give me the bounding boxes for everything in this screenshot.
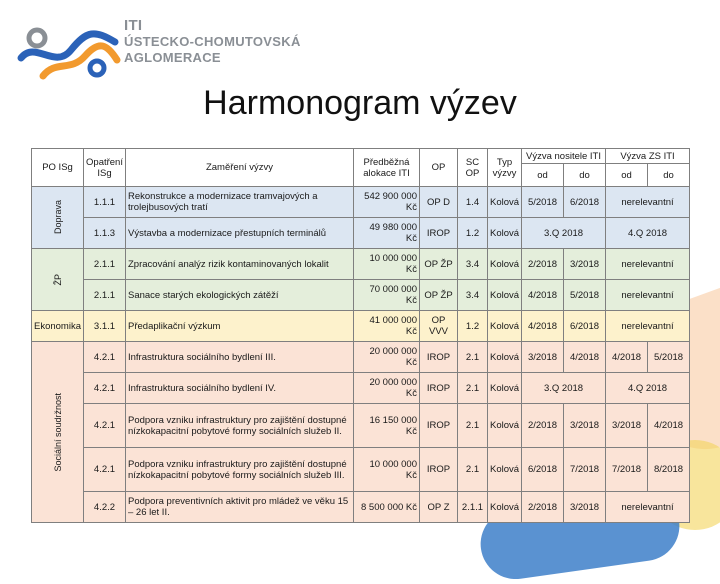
cell-opatreni: 1.1.3: [84, 218, 126, 249]
cell-zs-od: 7/2018: [606, 448, 648, 492]
cell-nositel-od: 2/2018: [522, 492, 564, 523]
cell-zs-od: 4/2018: [606, 342, 648, 373]
cell-alokace: 20 000 000 Kč: [354, 373, 420, 404]
cell-sc: 1.4: [458, 187, 488, 218]
section-zp: ŽP: [32, 249, 84, 311]
cell-typ: Kolová: [488, 187, 522, 218]
cell-typ: Kolová: [488, 218, 522, 249]
table-row: [32, 311, 690, 342]
cell-op: OP VVV: [420, 311, 458, 342]
cell-zamereni: Infrastruktura sociálního bydlení III.: [126, 342, 354, 373]
header-row: [32, 149, 690, 164]
cell-typ: Kolová: [488, 311, 522, 342]
cell-nositel-od: 2/2018: [522, 404, 564, 448]
cell-zamereni: Infrastruktura sociálního bydlení IV.: [126, 373, 354, 404]
cell-nositel-do: 3/2018: [564, 249, 606, 280]
cell-typ: Kolová: [488, 448, 522, 492]
cell-opatreni: 4.2.1: [84, 404, 126, 448]
cell-op: IROP: [420, 448, 458, 492]
header-po-isg: PO ISg: [32, 149, 84, 187]
cell-opatreni: 4.2.1: [84, 373, 126, 404]
table-row: [32, 373, 690, 404]
cell-sc: 1.2: [458, 218, 488, 249]
table-row: [32, 249, 690, 280]
cell-sc: 2.1: [458, 342, 488, 373]
cell-sc: 2.1.1: [458, 492, 488, 523]
cell-sc: 1.2: [458, 311, 488, 342]
cell-nositel-od: 6/2018: [522, 448, 564, 492]
logo-line-agglomeration: AGLOMERACE: [124, 50, 221, 65]
cell-nositel: 3.Q 2018: [522, 218, 606, 249]
header-alokace: Předběžná alokace ITI: [354, 149, 420, 187]
cell-zs: 4.Q 2018: [606, 218, 690, 249]
cell-opatreni: 3.1.1: [84, 311, 126, 342]
cell-opatreni: 2.1.1: [84, 249, 126, 280]
cell-opatreni: 4.2.1: [84, 342, 126, 373]
cell-sc: 2.1: [458, 373, 488, 404]
section-socialni: Sociální soudržnost: [32, 342, 84, 523]
cell-sc: 3.4: [458, 249, 488, 280]
cell-zs: nerelevantní: [606, 492, 690, 523]
cell-zs: nerelevantní: [606, 311, 690, 342]
cell-zs: nerelevantní: [606, 249, 690, 280]
cell-alokace: 10 000 000 Kč: [354, 249, 420, 280]
cell-alokace: 70 000 000 Kč: [354, 280, 420, 311]
cell-nositel-do: 7/2018: [564, 448, 606, 492]
cell-nositel-do: 6/2018: [564, 311, 606, 342]
header-op: OP: [420, 149, 458, 187]
cell-zs: nerelevantní: [606, 280, 690, 311]
cell-opatreni: 1.1.1: [84, 187, 126, 218]
header-opatreni: Opatření ISg: [84, 149, 126, 187]
cell-op: OP D: [420, 187, 458, 218]
cell-nositel-do: 5/2018: [564, 280, 606, 311]
cell-zamereni: Podpora preventivních aktivit pro mládež ve věku 15 – 26 let II.: [126, 492, 354, 523]
cell-typ: Kolová: [488, 280, 522, 311]
section-doprava: Doprava: [32, 187, 84, 249]
header-vyzva-nositele: Výzva nositele ITI: [522, 149, 606, 164]
cell-nositel-od: 2/2018: [522, 249, 564, 280]
cell-nositel-do: 6/2018: [564, 187, 606, 218]
cell-zamereni: Rekonstrukce a modernizace tramvajových a trolejbusových tratí: [126, 187, 354, 218]
header-nositel-od: od: [522, 164, 564, 187]
cell-nositel: 3.Q 2018: [522, 373, 606, 404]
table-row: [32, 280, 690, 311]
header-vyzva-zs: Výzva ZS ITI: [606, 149, 690, 164]
cell-zs: nerelevantní: [606, 187, 690, 218]
cell-zamereni: Podpora vzniku infrastruktury pro zajištění dostupné nízkokapacitní pobytové formy sociálních služeb III.: [126, 448, 354, 492]
header-zs-do: do: [648, 164, 690, 187]
cell-alokace: 10 000 000 Kč: [354, 448, 420, 492]
cell-sc: 2.1: [458, 404, 488, 448]
cell-nositel-od: 3/2018: [522, 342, 564, 373]
cell-sc: 2.1: [458, 448, 488, 492]
cell-zs-od: 3/2018: [606, 404, 648, 448]
cell-zamereni: Předaplikační výzkum: [126, 311, 354, 342]
header-sc: SC OP: [458, 149, 488, 187]
cell-nositel-do: 4/2018: [564, 342, 606, 373]
table-row: [32, 448, 690, 492]
cell-nositel-od: 4/2018: [522, 311, 564, 342]
cell-alokace: 49 980 000 Kč: [354, 218, 420, 249]
cell-op: OP ŽP: [420, 280, 458, 311]
table-row: [32, 187, 690, 218]
cell-alokace: 41 000 000 Kč: [354, 311, 420, 342]
cell-op: IROP: [420, 404, 458, 448]
header-nositel-do: do: [564, 164, 606, 187]
cell-op: OP ŽP: [420, 249, 458, 280]
cell-sc: 3.4: [458, 280, 488, 311]
cell-zamereni: Zpracování analýz rizik kontaminovaných lokalit: [126, 249, 354, 280]
cell-op: IROP: [420, 373, 458, 404]
cell-zamereni: Sanace starých ekologických zátěží: [126, 280, 354, 311]
cell-opatreni: 4.2.2: [84, 492, 126, 523]
cell-nositel-od: 5/2018: [522, 187, 564, 218]
cell-zamereni: Výstavba a modernizace přestupních terminálů: [126, 218, 354, 249]
cell-zamereni: Podpora vzniku infrastruktury pro zajištění dostupné nízkokapacitní pobytové formy sociálních služeb II.: [126, 404, 354, 448]
cell-nositel-od: 4/2018: [522, 280, 564, 311]
calls-schedule-table: [31, 148, 690, 523]
header-typ: Typ výzvy: [488, 149, 522, 187]
cell-nositel-do: 3/2018: [564, 404, 606, 448]
logo-line-region: ÚSTECKO-CHOMUTOVSKÁ: [124, 34, 301, 49]
logo-wordmark: [124, 18, 301, 66]
cell-alokace: 542 900 000 Kč: [354, 187, 420, 218]
cell-zs: 4.Q 2018: [606, 373, 690, 404]
cell-zs-do: 4/2018: [648, 404, 690, 448]
table-row: [32, 342, 690, 373]
cell-zs-do: 5/2018: [648, 342, 690, 373]
cell-opatreni: 4.2.1: [84, 448, 126, 492]
cell-op: IROP: [420, 342, 458, 373]
cell-opatreni: 2.1.1: [84, 280, 126, 311]
page-title: Harmonogram výzev: [203, 84, 517, 122]
cell-op: IROP: [420, 218, 458, 249]
section-ekonomika: Ekonomika: [32, 311, 84, 342]
cell-alokace: 8 500 000 Kč: [354, 492, 420, 523]
header-zs-od: od: [606, 164, 648, 187]
cell-typ: Kolová: [488, 404, 522, 448]
cell-alokace: 16 150 000 Kč: [354, 404, 420, 448]
cell-typ: Kolová: [488, 492, 522, 523]
table-row: [32, 404, 690, 448]
cell-typ: Kolová: [488, 249, 522, 280]
cell-typ: Kolová: [488, 373, 522, 404]
cell-nositel-do: 3/2018: [564, 492, 606, 523]
cell-typ: Kolová: [488, 342, 522, 373]
header-zamereni: Zaměření výzvy: [126, 149, 354, 187]
table-row: [32, 218, 690, 249]
cell-alokace: 20 000 000 Kč: [354, 342, 420, 373]
table-row: [32, 492, 690, 523]
iti-logo-icon: [15, 20, 123, 82]
cell-zs-do: 8/2018: [648, 448, 690, 492]
logo-line-iti: ITI: [124, 17, 143, 34]
cell-op: OP Z: [420, 492, 458, 523]
